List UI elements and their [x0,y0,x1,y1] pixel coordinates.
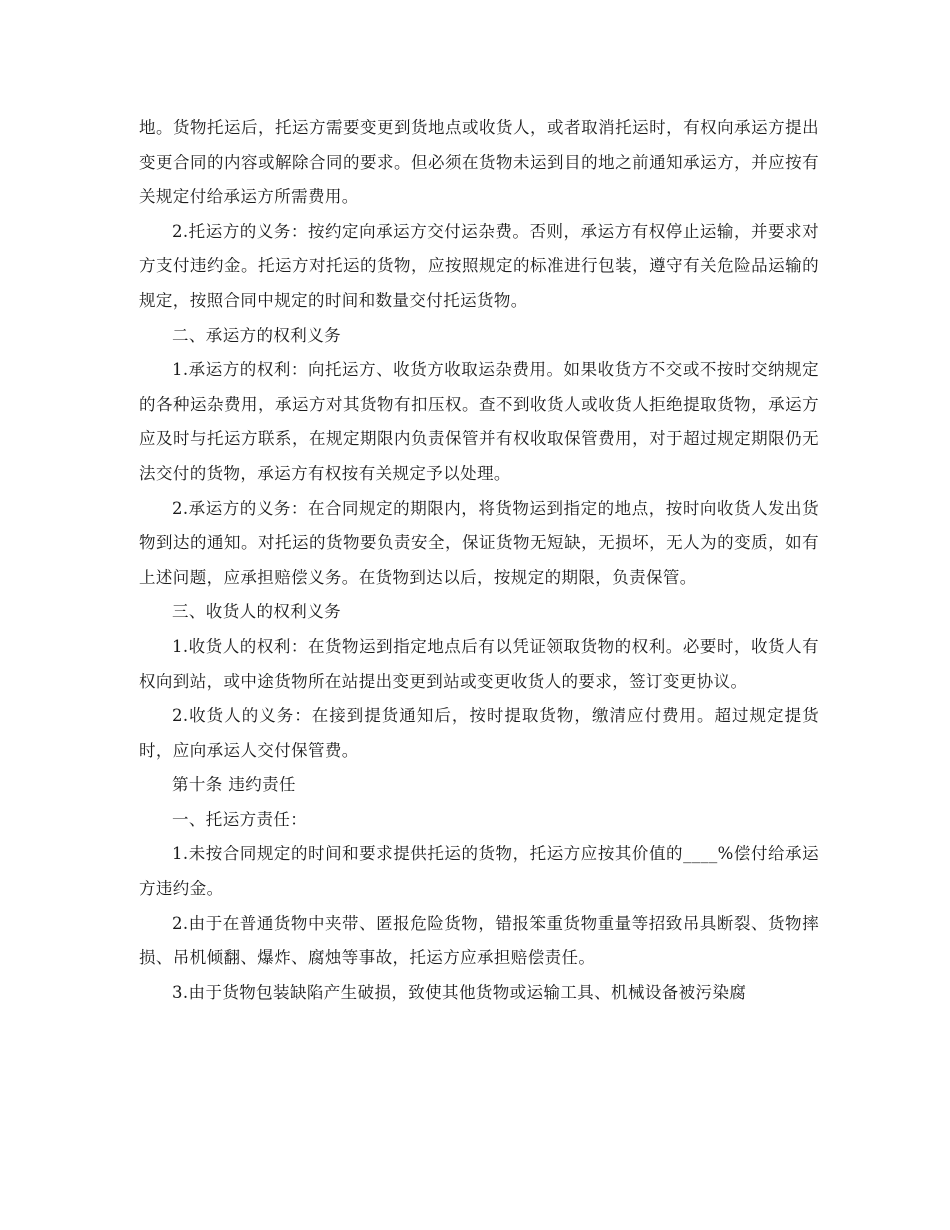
article-heading: 第十条 违约责任 [172,775,296,795]
paragraph: 2.收货人的义务：在接到提货通知后，按时提取货物，缴清应付费用。超过规定提货时，应向承运人交付保管费。 [139,706,819,760]
paragraph: 2.由于在普通货物中夹带、匿报危险货物，错报笨重货物重量等招致吊具断裂、货物摔损、吊机倾翻、爆炸、腐烛等事故，托运方应承担赔偿责任。 [139,913,819,968]
paragraph: 2.托运方的义务：按约定向承运方交付运杂费。否则，承运方有权停止运输，并要求对方支付违约金。托运方对托运的货物，应按照规定的标准进行包装，遵守有关危险品运输的规定，按照合同中规定的时间和数量交付托运货物。 [139,221,819,310]
paragraph: 1.承运方的权利：向托运方、收货方收取运杂费用。如果收货方不交或不按时交纳规定的各种运杂费用，承运方对其货物有扣压权。查不到收货人或收货人拒绝提取货物，承运方应及时与托运方联系，在规定期限内负责保管并有权收取保管费用，对于超过规定期限仍无法交付的货物，承运方有权按有关规定予以处理。 [139,360,819,483]
section-heading: 三、收货人的权利义务 [172,602,341,622]
paragraph: 1.收货人的权利：在货物运到指定地点后有以凭证领取货物的权利。必要时，收货人有权向到站，或中途货物所在站提出变更到站或变更收货人的要求，签订变更协议。 [139,636,819,691]
section-heading: 二、承运方的权利义务 [172,325,341,345]
section-heading: 一、托运方责任： [172,809,308,829]
document-body [139,111,819,1010]
paragraph: 2.承运方的义务：在合同规定的期限内，将货物运到指定的地点，按时向收货人发出货物到达的通知。对托运的货物要负责安全，保证货物无短缺，无损坏，无人为的变质，如有上述问题，应承担赔偿义务。在货物到达以后，按规定的期限，负责保管。 [139,498,819,587]
paragraph: 1.未按合同规定的时间和要求提供托运的货物，托运方应按其价值的____%偿付给承运方违约金。 [139,844,819,899]
paragraph: 地。货物托运后，托运方需要变更到货地点或收货人，或者取消托运时，有权向承运方提出变更合同的内容或解除合同的要求。但必须在货物未运到目的地之前通知承运方，并应按有关规定付给承运方所需费用。 [139,118,819,207]
paragraph: 3.由于货物包装缺陷产生破损，致使其他货物或运输工具、机械设备被污染腐 [172,982,747,1002]
